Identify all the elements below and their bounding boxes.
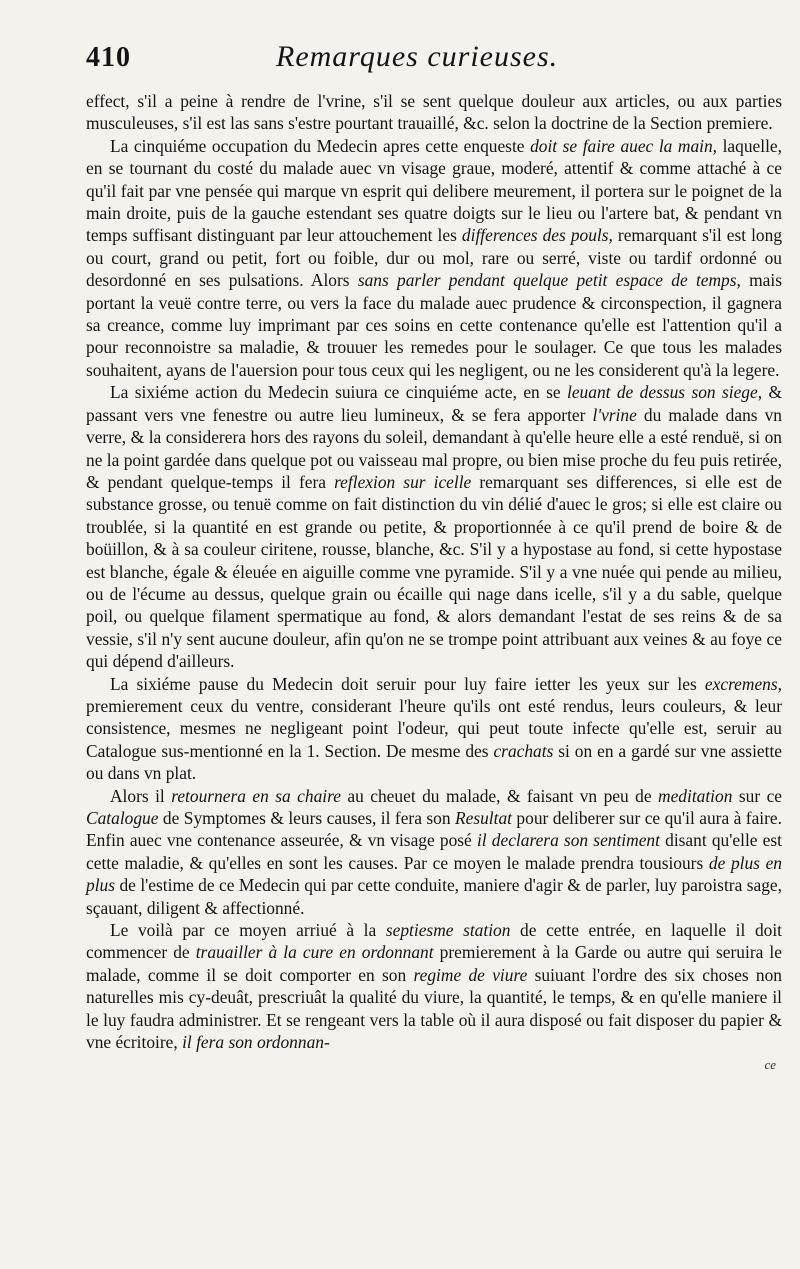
italic-phrase: Catalogue bbox=[86, 808, 159, 828]
text-run: pour deliberer sur ce qu'il aura à faire. Enfin auec vne contenance asseurée, & vn visage posé bbox=[86, 808, 782, 851]
italic-phrase: leuant de dessus son siege bbox=[567, 382, 758, 403]
italic-phrase: il fera son ordonnan- bbox=[182, 1032, 330, 1053]
page-header bbox=[86, 40, 782, 88]
text-run: de cette entrée, en laquelle il doit commencer de bbox=[86, 920, 782, 963]
text-run: premierement ceux du ventre, considerant l'heure qu'ils ont esté rendus, leurs couleurs, & leur consistence, mesmes ne negligeant point l'odeur, qui peut toute infecte qu'elle est, seruir au Catalogue sus-mentionné en la 1. Section. De mesme des bbox=[86, 695, 782, 761]
text-run: au cheuet du malade, & faisant vn peu de bbox=[340, 785, 659, 806]
text-run: remarquant s'il est long ou court, grand ou petit, fort ou foible, dur ou mol, rare ou serré, viste ou tardif ordonné ou desordonné en ses pulsations. Alors bbox=[86, 225, 783, 291]
italic-phrase: trauailler à la cure en ordonnant bbox=[195, 942, 434, 963]
italic-phrase: retournera en sa chaire bbox=[171, 785, 341, 806]
page-number: 410 bbox=[86, 42, 131, 73]
italic-phrase: reflexion sur icelle bbox=[334, 471, 472, 492]
italic-phrase: differences des pouls, bbox=[461, 225, 613, 246]
text-run: remarquant ses differences, si elle est de substance grosse, ou tenuë comme on fait distinction du vin délié d'auec le gros; si elle est claire ou troublée, si la quantité en est grande ou petite, & proportionnée à ce qu'il prend de boire & de boüillon, & à sa couleur ciritene, rousse, blanche, &c. S'il y a hypostase au fond, si cette hypostase est blanche, égale & éleuée en aiguille comme vne pyramide. S'il y a vne nuée qui pende au milieu, ou de l'écume au dessus, quelque grain ou écaille qui nage dans icelle, s'il y a du sable, quelque poil, ou quelque filament spermatique au fond, & alors demandant l'estat de ses reins & de sa vessie, s'il n'y sent aucune douleur, afin qu'on ne se trompe point attribuant aux veines & au foye ce qui dépend d'ailleurs. bbox=[86, 471, 782, 672]
catchword: ce bbox=[764, 1057, 776, 1073]
paragraph bbox=[86, 785, 782, 919]
text-run: La sixiéme action du Medecin suiura ce cinquiéme acte, en se bbox=[110, 382, 567, 403]
italic-phrase: de plus en plus bbox=[86, 852, 783, 896]
paragraph bbox=[86, 381, 782, 672]
text-run: si on en a gardé sur vne assiette ou dans vn plat. bbox=[86, 740, 782, 784]
paragraph bbox=[86, 919, 782, 1053]
text-run: , & passant vers vne fenestre ou autre lieu lumineux, & se fera apporter bbox=[86, 382, 782, 425]
paragraph bbox=[86, 90, 782, 135]
text-run: La sixiéme pause du Medecin doit seruir pour luy faire ietter les yeux sur les bbox=[110, 673, 705, 694]
italic-phrase: sans parler pendant quelque petit espace de temps bbox=[357, 270, 737, 291]
text-run: effect, s'il a peine à rendre de l'vrine, s'il se sent quelque douleur aux articles, ou aux parties musculeuses, s'il est las sans s'estre pourtant trauaillé, &c. selon la doctrine de la Section premiere. bbox=[86, 91, 782, 134]
italic-phrase: septiesme station bbox=[385, 920, 511, 941]
text-run: Alors il bbox=[110, 785, 172, 806]
text-run: laquelle, en se tournant du costé du malade auec vn visage graue, moderé, attentif & comme attaché à ce qu'il fait par vne pensée qui marque vn esprit qui delibere meurement, il portera sur le poignet de la main droite, puis de la gauche estendant ses quatre doigts sur le lieu ou l'artere bat, & pendant vn temps suffisant distinguant par leur attouchement les bbox=[86, 135, 782, 246]
body-text bbox=[86, 90, 782, 1053]
text-run: La cinquiéme occupation du Medecin apres cette enqueste bbox=[110, 135, 531, 156]
text-run: premierement à la Garde ou autre qui seruira le malade, comme il se doit comporter en son bbox=[86, 942, 782, 985]
italic-phrase: Resultat bbox=[454, 808, 512, 828]
paragraph bbox=[86, 673, 782, 785]
text-run: disant qu'elle est cette maladie, & qu'elles en sont les causes. Par ce moyen le malade prendra tousiours bbox=[86, 830, 782, 873]
text-run: du malade dans vn verre, & la considerera hors des rayons du soleil, demandant à qu'elle heure elle a esté renduë, si on ne la point gardée dans quelque pot ou vaisseau mal propre, ou bien mise proche du feu puis retirée, & pendant quelque-temps il fera bbox=[86, 404, 783, 492]
paragraph bbox=[86, 135, 782, 381]
italic-phrase: doit se faire auec la main, bbox=[530, 135, 718, 156]
italic-phrase: regime de viure bbox=[413, 964, 528, 985]
italic-phrase: l'vrine bbox=[592, 404, 637, 425]
text-run: de l'estime de ce Medecin qui par cette conduite, maniere d'agir & de parler, luy paroistra sage, sçauant, diligent & affectionné. bbox=[86, 875, 782, 918]
italic-phrase: il declarera son sentiment bbox=[476, 830, 660, 851]
text-run: sur ce bbox=[732, 785, 783, 806]
italic-phrase: meditation bbox=[658, 785, 733, 806]
text-run: de Symptomes & leurs causes, il fera son bbox=[158, 808, 455, 828]
text-run: Le voilà par ce moyen arriué à la bbox=[110, 920, 386, 941]
running-title: Remarques curieuses. bbox=[276, 40, 559, 73]
text-run: , mais portant la veuë contre terre, ou vers la face du malade auec prudence & circonspection, il gagnera sa creance, comme luy imprimant par ces soins en cette contenance qu'elle est l'attention qu'il a pour reconnoistre sa maladie, & trouuer les remedes pour le soulager. Ce que tous les malades souhaitent, ayans de l'auersion pour tous ceux qui les negligent, ou ne les considerent qu'à la legere. bbox=[86, 270, 782, 380]
italic-phrase: excremens, bbox=[704, 673, 782, 694]
italic-phrase: crachats bbox=[493, 740, 554, 761]
text-run: suiuant l'ordre des six choses non naturelles mis cy-deuât, prescriuât la qualité du viure, la quantité, le temps, & en qu'elle maniere il le luy faudra administrer. Et se rengeant vers la table où il aura disposé ou fait disposer du papier & vne écritoire, bbox=[86, 964, 783, 1053]
